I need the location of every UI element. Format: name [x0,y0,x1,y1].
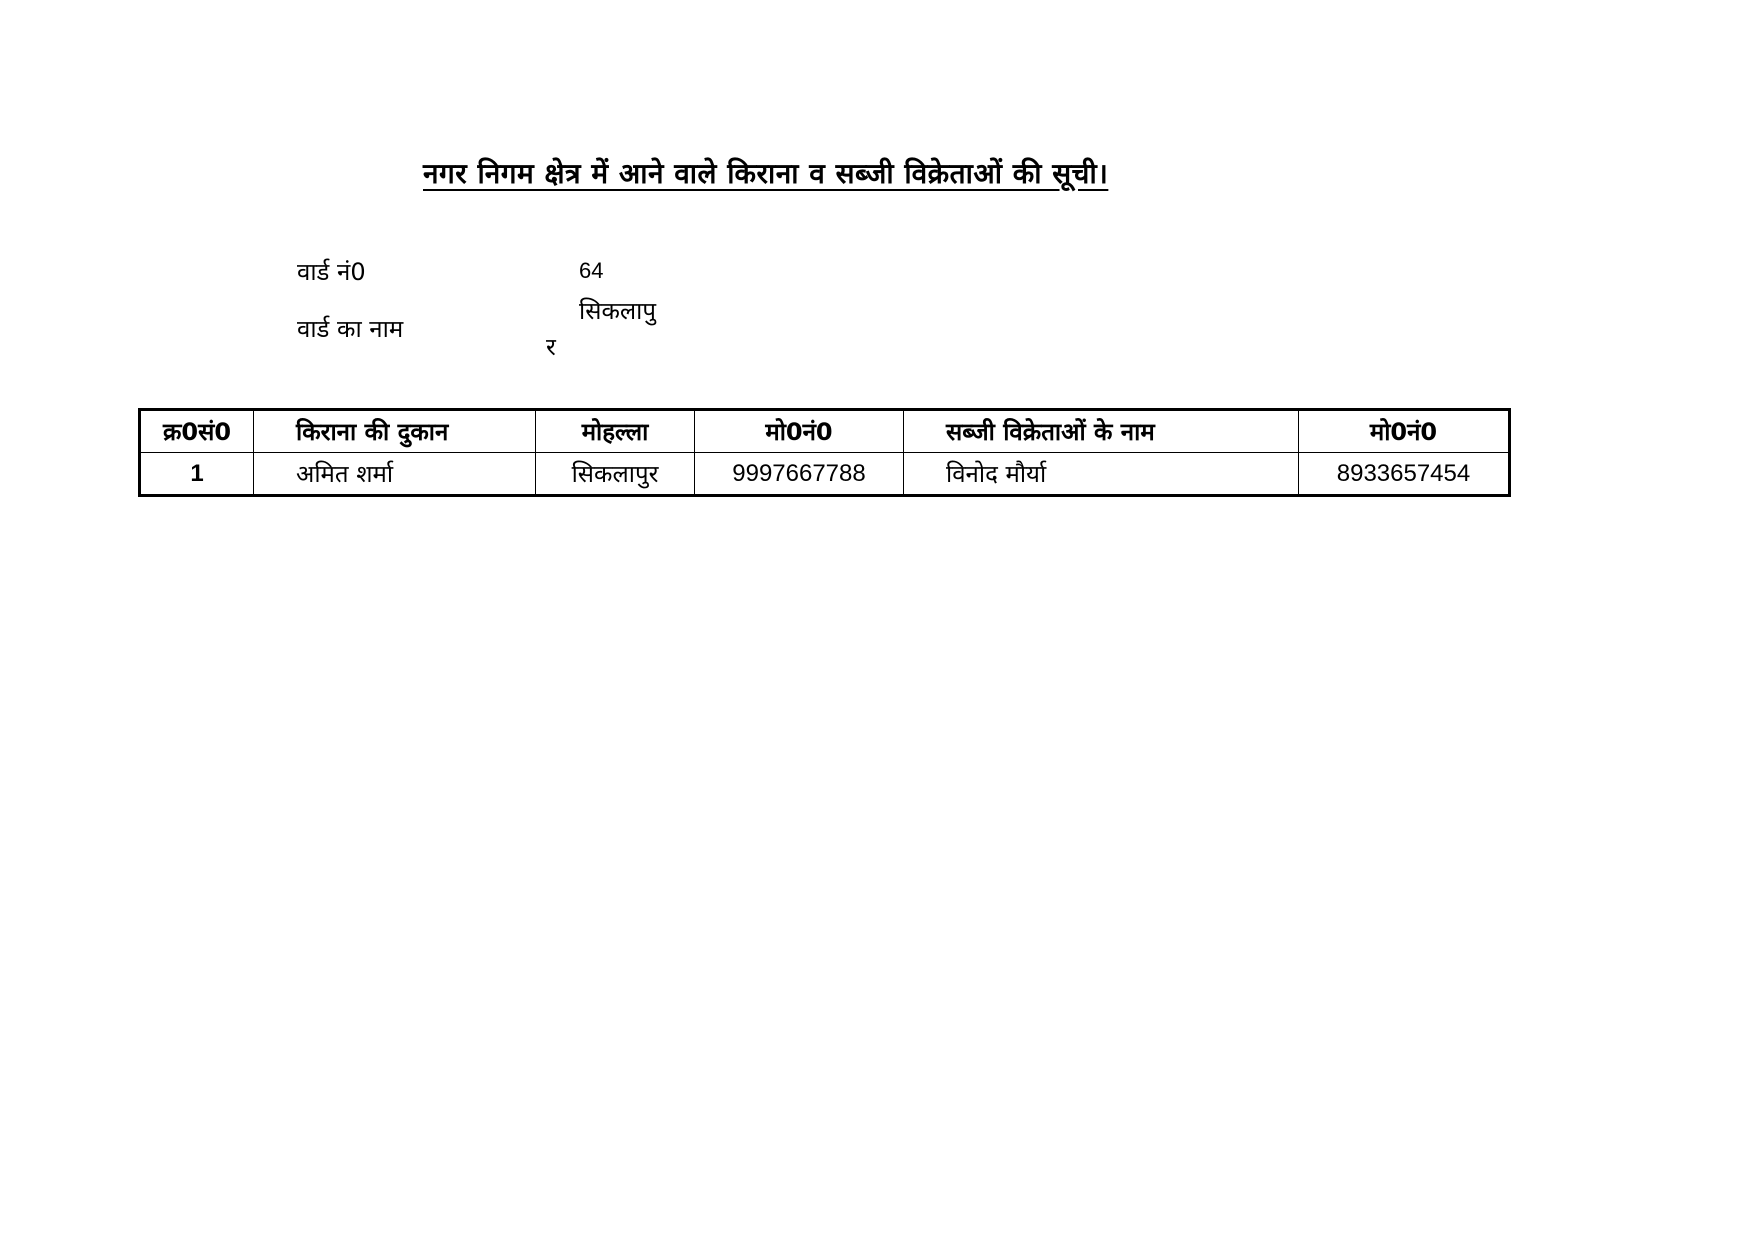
cell-grocery-shop: अमित शर्मा [254,453,536,496]
header-locality: मोहल्ला [536,410,695,453]
table-header-row [140,410,1510,453]
cell-mobile-no-1: 9997667788 [695,453,904,496]
cell-vegetable-vendor-name: विनोद मौर्या [904,453,1299,496]
cell-locality: सिकलापुर [536,453,695,496]
header-serial-no: क्र0सं0 [140,410,254,453]
ward-name-label: वार्ड का नाम [297,315,404,343]
header-vegetable-vendor-name: सब्जी विक्रेताओं के नाम [904,410,1299,453]
ward-number-label: वार्ड नं0 [297,258,366,286]
ward-number-value: 64 [579,258,604,283]
header-mobile-no-2: मो0नं0 [1299,410,1510,453]
ward-name-value-line2: र [546,333,556,361]
cell-serial-no: 1 [140,453,254,496]
table-row [140,453,1510,496]
document-title: नगर निगम क्षेत्र में आने वाले किराना व सब्जी विक्रेताओं की सूची। [423,157,1109,190]
cell-mobile-no-2: 8933657454 [1299,453,1510,496]
ward-name-value-line1: सिकलापु [579,297,656,325]
vendor-list-table [138,408,1511,497]
header-mobile-no-1: मो0नं0 [695,410,904,453]
header-grocery-shop: किराना की दुकान [254,410,536,453]
